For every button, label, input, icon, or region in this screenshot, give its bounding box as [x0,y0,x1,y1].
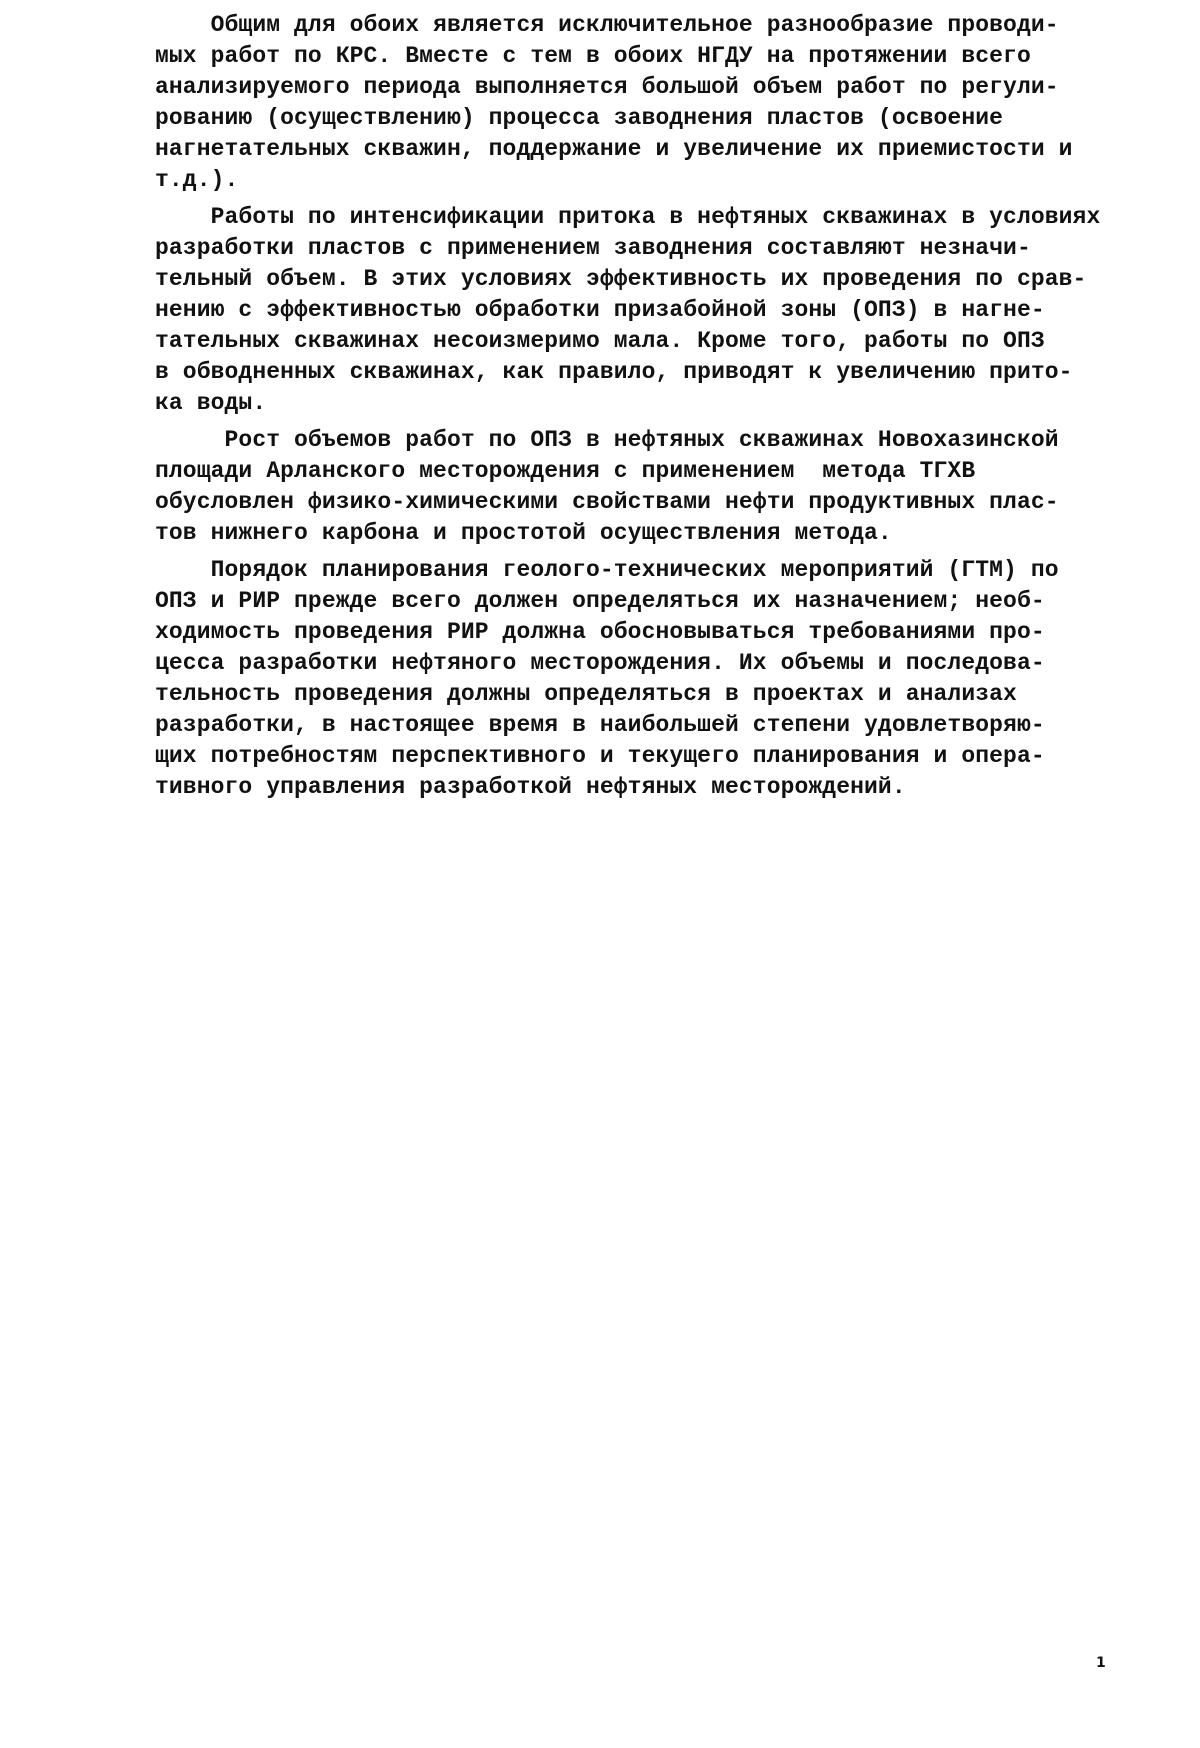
text-line: ходимость проведения РИР должна обосновываться требованиями про- [155,619,1045,645]
text-line: цесса разработки нефтяного месторождения. Их объемы и последова- [155,650,1045,676]
text-line: тов нижнего карбона и простотой осуществления метода. [155,520,892,546]
paragraph-1 [155,10,1165,196]
text-line: ка воды. [155,390,267,416]
text-line: Рост объемов работ по ОПЗ в нефтяных скважинах Новохазинской [155,427,1059,453]
text-line: тельность проведения должны определяться в проектах и анализах [155,681,1017,707]
text-line: разработки, в настоящее время в наибольшей степени удовлетворяю- [155,712,1045,738]
text-line: нению с эффективностью обработки призабойной зоны (ОПЗ) в нагне- [155,297,1045,323]
text-line: нагнетательных скважин, поддержание и увеличение их приемистости и [155,136,1073,162]
paragraph-4 [155,555,1165,803]
text-line: тельный объем. В этих условиях эффективность их проведения по срав- [155,266,1087,292]
text-line: разработки пластов с применением заводнения составляют незначи- [155,235,1031,261]
text-line: мых работ по КРС. Вместе с тем в обоих НГДУ на протяжении всего [155,43,1031,69]
text-line: площади Арланского месторождения с применением метода ТГХВ [155,458,976,484]
text-line: Порядок планирования геолого-технических мероприятий (ГТМ) по [155,557,1059,583]
text-line: тательных скважинах несоизмеримо мала. Кроме того, работы по ОПЗ [155,328,1045,354]
text-line: Работы по интенсификации притока в нефтяных скважинах в условиях [155,204,1101,230]
text-line: рованию (осуществлению) процесса заводнения пластов (освоение [155,105,1004,131]
text-line: обусловлен физико-химическими свойствами нефти продуктивных плас- [155,489,1059,515]
text-line: щих потребностям перспективного и текущего планирования и опера- [155,743,1045,769]
text-line: Общим для обоих является исключительное разнообразие проводи- [155,12,1059,38]
paragraph-2 [155,202,1165,419]
text-line: т.д.). [155,167,239,193]
document-body [155,10,1165,803]
text-line: ОПЗ и РИР прежде всего должен определяться их назначением; необ- [155,588,1045,614]
text-line: в обводненных скважинах, как правило, приводят к увеличению прито- [155,359,1073,385]
text-line: анализируемого периода выполняется большой объем работ по регули- [155,74,1059,100]
paragraph-3 [155,425,1165,549]
text-line: тивного управления разработкой нефтяных месторождений. [155,774,906,800]
page-number: 1 [1096,1655,1106,1671]
